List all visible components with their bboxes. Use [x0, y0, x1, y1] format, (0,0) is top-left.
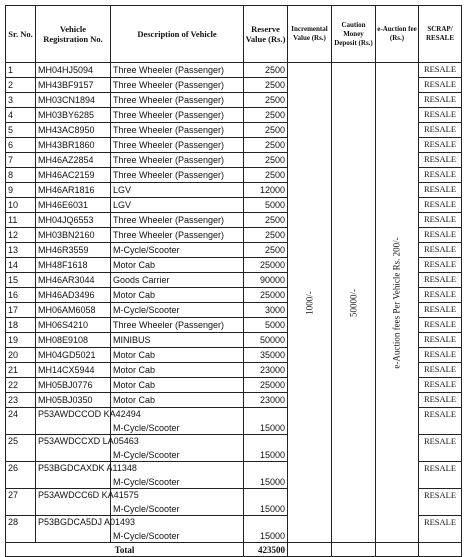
reserve-value-cell: 2500 [244, 213, 288, 228]
header-eauction-fee: e-Auction fee (Rs.) [376, 6, 419, 63]
registration-cell: MH08E9108 [36, 333, 111, 348]
registration-cell: MH43BR1860 [36, 138, 111, 153]
description-cell: MINIBUS [111, 333, 244, 348]
reserve-value-cell: 2500 [244, 123, 288, 138]
registration-cell: MH04GD5021 [36, 348, 111, 363]
empty-cell [376, 543, 419, 557]
reserve-value-cell: 5000 [244, 198, 288, 213]
sr-no-cell: 21 [6, 363, 36, 378]
reserve-value-cell: 25000 [244, 258, 288, 273]
resale-flag-cell: RESALE [419, 348, 462, 363]
header-registration-no: Vehicle Registration No. [36, 6, 111, 63]
sr-no-cell: 2 [6, 78, 36, 93]
description-cell: LGV [111, 183, 244, 198]
description-cell: Motor Cab [111, 288, 244, 303]
description-cell: Three Wheeler (Passenger) [111, 123, 244, 138]
description-cell: M-Cycle/Scooter [111, 303, 244, 318]
description-cell: M-Cycle/Scooter [111, 516, 244, 543]
description-cell: LGV [111, 198, 244, 213]
description-cell: Motor Cab [111, 393, 244, 408]
resale-flag-cell: RESALE [419, 408, 462, 435]
sr-no-cell: 1 [6, 63, 36, 78]
sr-no-cell: 18 [6, 318, 36, 333]
resale-flag-cell: RESALE [419, 168, 462, 183]
header-scrap-resale: SCRAP/ RESALE [419, 6, 462, 63]
reserve-value-cell: 25000 [244, 378, 288, 393]
resale-flag-cell: RESALE [419, 318, 462, 333]
resale-flag-cell: RESALE [419, 393, 462, 408]
header-sr-no: Sr. No. [6, 6, 36, 63]
resale-flag-cell: RESALE [419, 198, 462, 213]
reserve-value-cell: 23000 [244, 363, 288, 378]
registration-cell: MH46AR3044 [36, 273, 111, 288]
caution-merged-cell [332, 63, 376, 543]
header-reserve-value: Reserve Value (Rs.) [244, 6, 288, 63]
registration-cell: MH43BF9157 [36, 78, 111, 93]
registration-cell: P53BGDCAXDK A11348 [36, 462, 111, 489]
total-value: 423500 [244, 543, 288, 557]
registration-cell: P53AWDCCOD KA42494 [36, 408, 111, 435]
description-cell: M-Cycle/Scooter [111, 408, 244, 435]
description-cell: Three Wheeler (Passenger) [111, 93, 244, 108]
resale-flag-cell: RESALE [419, 516, 462, 543]
sr-no-cell: 12 [6, 228, 36, 243]
sr-no-cell: 15 [6, 273, 36, 288]
table-body [6, 63, 462, 557]
registration-cell: MH03CN1894 [36, 93, 111, 108]
sr-no-cell: 22 [6, 378, 36, 393]
reserve-value-cell: 50000 [244, 333, 288, 348]
registration-cell: MH05BJ0350 [36, 393, 111, 408]
description-cell: M-Cycle/Scooter [111, 435, 244, 462]
sr-no-cell: 6 [6, 138, 36, 153]
reserve-value-cell: 35000 [244, 348, 288, 363]
resale-flag-cell: RESALE [419, 228, 462, 243]
empty-cell [288, 543, 332, 557]
sr-no-cell: 26 [6, 462, 36, 489]
registration-cell: MH43AC8950 [36, 123, 111, 138]
resale-flag-cell: RESALE [419, 273, 462, 288]
total-label: Total [6, 543, 244, 557]
description-cell: Goods Carrier [111, 273, 244, 288]
empty-cell [419, 543, 462, 557]
reserve-value-cell: 2500 [244, 153, 288, 168]
sr-no-cell: 16 [6, 288, 36, 303]
reserve-value-cell: 3000 [244, 303, 288, 318]
reserve-value-cell: 15000 [244, 489, 288, 516]
resale-flag-cell: RESALE [419, 213, 462, 228]
reserve-value-cell: 15000 [244, 408, 288, 435]
registration-cell: MH46E6031 [36, 198, 111, 213]
resale-flag-cell: RESALE [419, 153, 462, 168]
registration-cell: P53BGDCA5DJ A01493 [36, 516, 111, 543]
table-row [6, 63, 462, 78]
reserve-value-cell: 2500 [244, 243, 288, 258]
sr-no-cell: 5 [6, 123, 36, 138]
sr-no-cell: 7 [6, 153, 36, 168]
description-cell: M-Cycle/Scooter [111, 489, 244, 516]
incremental-vertical-text: 1000/- [304, 290, 314, 315]
resale-flag-cell: RESALE [419, 78, 462, 93]
description-cell: Three Wheeler (Passenger) [111, 318, 244, 333]
registration-cell: MH05BJ0776 [36, 378, 111, 393]
sr-no-cell: 13 [6, 243, 36, 258]
resale-flag-cell: RESALE [419, 303, 462, 318]
registration-cell: MH03BN2160 [36, 228, 111, 243]
sr-no-cell: 24 [6, 408, 36, 435]
resale-flag-cell: RESALE [419, 288, 462, 303]
header-row [6, 6, 462, 63]
resale-flag-cell: RESALE [419, 123, 462, 138]
sr-no-cell: 28 [6, 516, 36, 543]
reserve-value-cell: 90000 [244, 273, 288, 288]
description-cell: Three Wheeler (Passenger) [111, 213, 244, 228]
reserve-value-cell: 2500 [244, 108, 288, 123]
sr-no-cell: 10 [6, 198, 36, 213]
reserve-value-cell: 15000 [244, 435, 288, 462]
registration-cell: MH06S4210 [36, 318, 111, 333]
resale-flag-cell: RESALE [419, 93, 462, 108]
reserve-value-cell: 2500 [244, 138, 288, 153]
registration-cell: MH46AD3496 [36, 288, 111, 303]
header-description: Description of Vehicle [111, 6, 244, 63]
description-cell: Three Wheeler (Passenger) [111, 228, 244, 243]
reserve-value-cell: 15000 [244, 516, 288, 543]
sr-no-cell: 23 [6, 393, 36, 408]
sr-no-cell: 27 [6, 489, 36, 516]
resale-flag-cell: RESALE [419, 138, 462, 153]
registration-cell: MH03BY6285 [36, 108, 111, 123]
sr-no-cell: 11 [6, 213, 36, 228]
registration-cell: MH46AZ2854 [36, 153, 111, 168]
empty-cell [332, 543, 376, 557]
resale-flag-cell: RESALE [419, 183, 462, 198]
reserve-value-cell: 2500 [244, 228, 288, 243]
registration-cell: P53AWDCC6D KA41575 [36, 489, 111, 516]
resale-flag-cell: RESALE [419, 108, 462, 123]
registration-cell: MH46AR1816 [36, 183, 111, 198]
caution-vertical-text: 50000/- [348, 288, 358, 317]
description-cell: Three Wheeler (Passenger) [111, 78, 244, 93]
description-cell: Motor Cab [111, 258, 244, 273]
resale-flag-cell: RESALE [419, 363, 462, 378]
registration-cell: MH46R3559 [36, 243, 111, 258]
reserve-value-cell: 25000 [244, 288, 288, 303]
registration-cell: MH14CX5944 [36, 363, 111, 378]
sr-no-cell: 3 [6, 93, 36, 108]
sr-no-cell: 14 [6, 258, 36, 273]
sr-no-cell: 20 [6, 348, 36, 363]
registration-cell: P53AWDCCXD LA05463 [36, 435, 111, 462]
resale-flag-cell: RESALE [419, 258, 462, 273]
eauction-vertical-text: e-Auction fees Per Vehicle Rs. 200/- [391, 236, 402, 369]
registration-cell: MH04HJ5094 [36, 63, 111, 78]
sr-no-cell: 25 [6, 435, 36, 462]
resale-flag-cell: RESALE [419, 63, 462, 78]
resale-flag-cell: RESALE [419, 435, 462, 462]
reserve-value-cell: 2500 [244, 78, 288, 93]
sr-no-cell: 4 [6, 108, 36, 123]
reserve-value-cell: 5000 [244, 318, 288, 333]
sr-no-cell: 19 [6, 333, 36, 348]
description-cell: Three Wheeler (Passenger) [111, 63, 244, 78]
registration-cell: MH48F1618 [36, 258, 111, 273]
description-cell: Three Wheeler (Passenger) [111, 138, 244, 153]
reserve-value-cell: 23000 [244, 393, 288, 408]
resale-flag-cell: RESALE [419, 243, 462, 258]
resale-flag-cell: RESALE [419, 378, 462, 393]
header-incremental-value: Incremental Value (Rs.) [288, 6, 332, 63]
total-row [6, 543, 462, 557]
eauction-merged-cell [376, 63, 419, 543]
description-cell: Motor Cab [111, 363, 244, 378]
registration-cell: MH06AM6058 [36, 303, 111, 318]
vehicle-auction-table [5, 5, 462, 557]
description-cell: Three Wheeler (Passenger) [111, 168, 244, 183]
resale-flag-cell: RESALE [419, 333, 462, 348]
description-cell: M-Cycle/Scooter [111, 462, 244, 489]
sr-no-cell: 9 [6, 183, 36, 198]
description-cell: Motor Cab [111, 348, 244, 363]
sr-no-cell: 8 [6, 168, 36, 183]
description-cell: Three Wheeler (Passenger) [111, 108, 244, 123]
resale-flag-cell: RESALE [419, 462, 462, 489]
sr-no-cell: 17 [6, 303, 36, 318]
description-cell: Three Wheeler (Passenger) [111, 153, 244, 168]
description-cell: M-Cycle/Scooter [111, 243, 244, 258]
resale-flag-cell: RESALE [419, 489, 462, 516]
reserve-value-cell: 15000 [244, 462, 288, 489]
reserve-value-cell: 12000 [244, 183, 288, 198]
registration-cell: MH04JQ6553 [36, 213, 111, 228]
reserve-value-cell: 2500 [244, 93, 288, 108]
header-caution-money: Caution Money Deposit (Rs.) [332, 6, 376, 63]
reserve-value-cell: 2500 [244, 168, 288, 183]
incremental-merged-cell [288, 63, 332, 543]
description-cell: Motor Cab [111, 378, 244, 393]
registration-cell: MH46AC2159 [36, 168, 111, 183]
reserve-value-cell: 2500 [244, 63, 288, 78]
